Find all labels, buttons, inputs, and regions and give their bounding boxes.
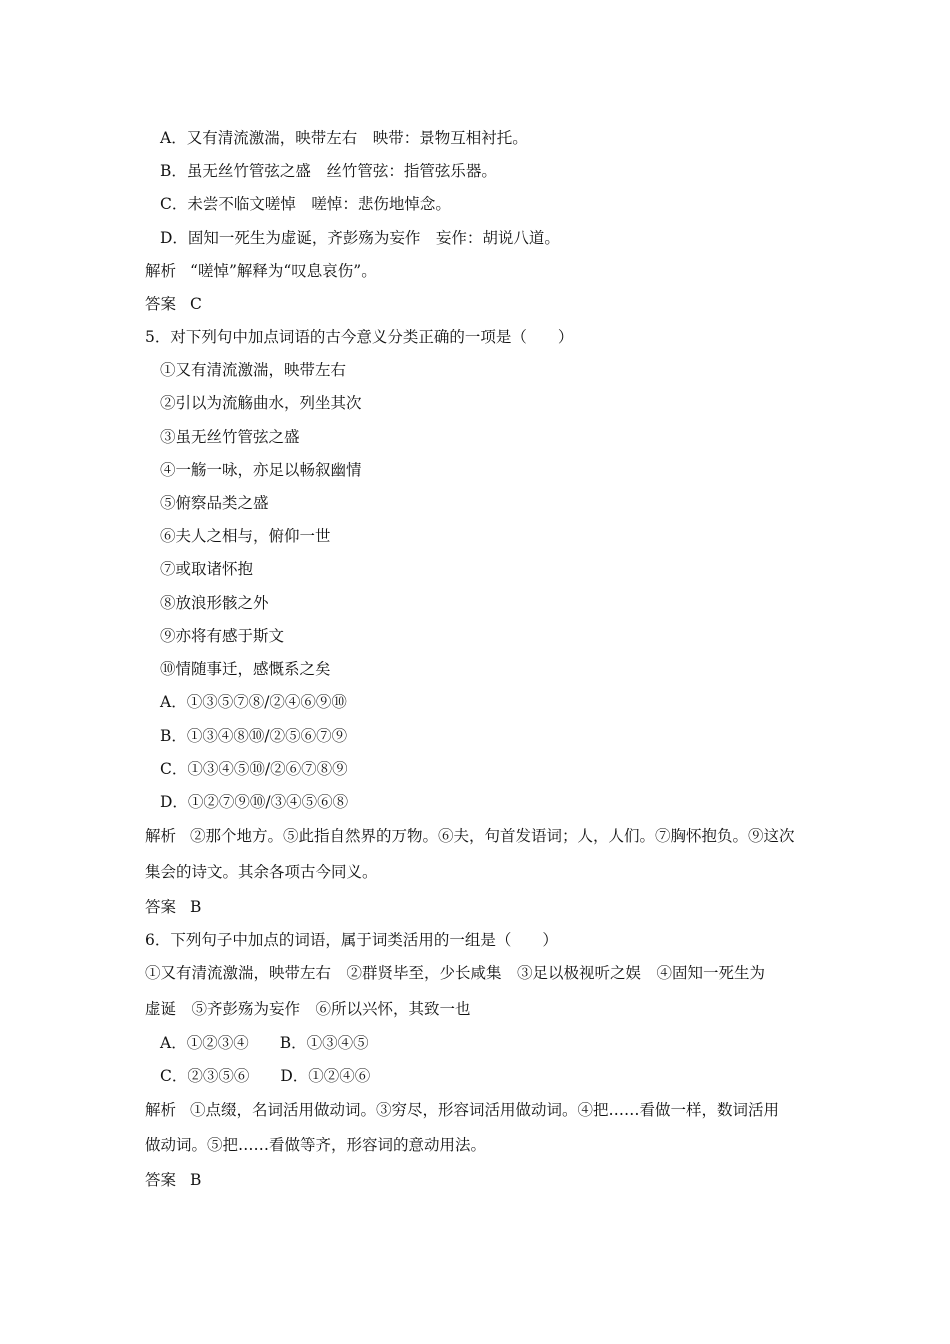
analysis-text: ①点缀，名词活用做动词。③穷尽，形容词活用做动词。④把……看做一样，数词活用	[190, 1101, 780, 1119]
q5-answer	[145, 897, 815, 917]
analysis-label: 解析	[145, 827, 177, 845]
q4-analysis	[145, 261, 815, 281]
q5-item-10: ⑩情随事迁，感慨系之矣	[160, 660, 331, 678]
q5-option-c: C．①③④⑤⑩/②⑥⑦⑧⑨	[160, 760, 348, 778]
q5-option-b: B．①③④⑧⑩/②⑤⑥⑦⑨	[160, 727, 348, 745]
q4-answer	[145, 294, 815, 314]
q5-item-5: ⑤俯察品类之盛	[160, 494, 269, 512]
analysis-text: ②那个地方。⑤此指自然界的万物。⑥夫，句首发语词；人，人们。⑦胸怀抱负。⑨这次	[190, 827, 795, 845]
q5-item-6: ⑥夫人之相与，俯仰一世	[160, 527, 331, 545]
q6-stem: 6．下列句子中加点的词语，属于词类活用的一组是（ ）	[145, 931, 558, 949]
q4-option-d: D．固知一死生为虚诞，齐彭殇为妄作 妄作：胡说八道。	[160, 229, 560, 247]
q5-item-3: ③虽无丝竹管弦之盛	[160, 428, 300, 446]
answer-label: 答案	[145, 898, 177, 916]
q5-analysis-cont: 集会的诗文。其余各项古今同义。	[145, 863, 378, 881]
q5-item-1: ①又有清流激湍，映带左右	[160, 361, 347, 379]
q5-item-9: ⑨亦将有感于斯文	[160, 627, 285, 645]
analysis-label: 解析	[145, 262, 177, 280]
analysis-text: “嗟悼”解释为“叹息哀伤”。	[190, 262, 377, 280]
q5-option-d: D．①②⑦⑨⑩/③④⑤⑥⑧	[160, 793, 349, 811]
q6-items: ①又有清流激湍，映带左右 ②群贤毕至，少长咸集 ③足以极视听之娱 ④固知一死生为	[145, 964, 766, 982]
q5-option-a: A．①③⑤⑦⑧/②④⑥⑨⑩	[160, 693, 347, 711]
q4-option-b: B．虽无丝竹管弦之盛 丝竹管弦：指管弦乐器。	[160, 162, 497, 180]
q6-options-ab: A．①②③④ B．①③④⑤	[160, 1034, 369, 1052]
q6-options-cd: C．②③⑤⑥ D．①②④⑥	[160, 1067, 371, 1085]
answer-label: 答案	[145, 295, 177, 313]
q6-items-cont: 虚诞 ⑤齐彭殇为妄作 ⑥所以兴怀，其致一也	[145, 1000, 471, 1018]
q6-answer	[145, 1170, 815, 1190]
analysis-label: 解析	[145, 1101, 177, 1119]
q6-analysis	[145, 1100, 815, 1120]
q5-analysis	[145, 826, 815, 846]
answer-label: 答案	[145, 1171, 177, 1189]
q4-option-c: C．未尝不临文嗟悼 嗟悼：悲伤地悼念。	[160, 195, 451, 213]
q5-item-4: ④一觞一咏，亦足以畅叙幽情	[160, 461, 362, 479]
q5-item-8: ⑧放浪形骸之外	[160, 594, 269, 612]
answer-text: B	[190, 898, 202, 916]
q5-item-2: ②引以为流觞曲水，列坐其次	[160, 394, 362, 412]
q6-analysis-cont: 做动词。⑤把……看做等齐，形容词的意动用法。	[145, 1136, 487, 1154]
q5-stem: 5．对下列句中加点词语的古今意义分类正确的一项是（ ）	[145, 328, 574, 346]
answer-text: C	[190, 295, 202, 313]
q5-item-7: ⑦或取诸怀抱	[160, 560, 254, 578]
q4-option-a: A．又有清流激湍，映带左右 映带：景物互相衬托。	[160, 129, 528, 147]
answer-text: B	[190, 1171, 202, 1189]
